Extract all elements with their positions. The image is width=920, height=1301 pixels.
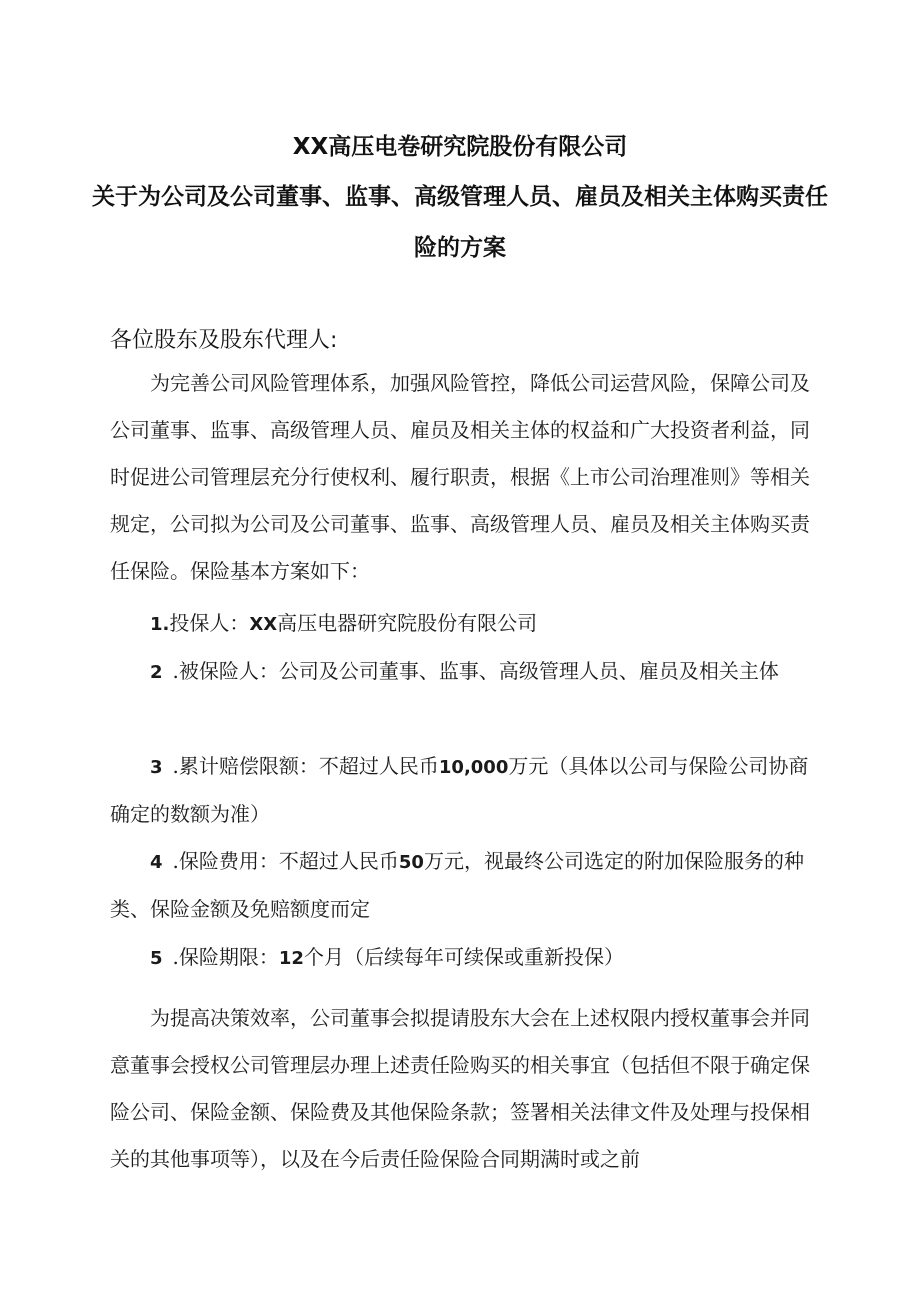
item-policyholder bbox=[110, 600, 810, 648]
salutation: 各位股东及股东代理人: bbox=[110, 328, 338, 353]
company-title: XX高压电卷研究院股份有限公司 bbox=[292, 134, 628, 160]
intro-paragraph: 为完善公司风险管理体系，加强风险管控，降低公司运营风险，保障公司及公司董事、监事、高级管理人员、雇员及相关主体的权益和广大投资者利益，同时促进公司管理层充分行使权利、履行职责，根据《上市公司治理准则》等相关规定，公司拟为公司及公司董事、监事、高级管理人员、雇员及相关主体购买责任保险。保险基本方案如下： bbox=[110, 371, 810, 583]
proposal-title-line2: 险的方案 bbox=[414, 235, 506, 261]
item-number: 2 bbox=[150, 662, 163, 683]
item-amount: 50 bbox=[398, 852, 424, 873]
item-after: 个月（后续每年可续保或重新投保） bbox=[303, 945, 624, 969]
authorization-paragraph: 为提高决策效率，公司董事会拟提请股东大会在上述权限内授权董事会并同意董事会授权公司管理层办理上述责任险购买的相关事宜（包括但不限于确定保险公司、保险金额、保险费及其他保险条款；签署相关法律文件及处理与投保相关的其他事项等），以及在今后责任险保险合同期满时或之前 bbox=[110, 1006, 810, 1171]
proposal-title-line1: 关于为公司及公司董事、监事、高级管理人员、雇员及相关主体购买责任 bbox=[92, 184, 828, 210]
item-text: 公司及公司董事、监事、高级管理人员、雇员及相关主体 bbox=[278, 659, 779, 683]
item-text: 不超过人民币 bbox=[278, 849, 399, 873]
item-label: .保险费用： bbox=[172, 849, 279, 873]
item-number: 4 bbox=[150, 852, 163, 873]
item-after: 万元（具体以公司与保险公司协商确定的数额为准） bbox=[110, 754, 809, 826]
item-amount: 12 bbox=[278, 948, 304, 969]
item-number: 5 bbox=[150, 948, 163, 969]
item-label: .被保险人： bbox=[172, 659, 279, 683]
item-label: .累计赔偿限额： bbox=[172, 754, 319, 778]
item-after: 万元，视最终公司选定的附加保险服务的种类、保险金额及免赔额度而定 bbox=[110, 849, 804, 921]
item-text: 不超过人民币 bbox=[318, 754, 439, 778]
item-label: 投保人： bbox=[169, 611, 250, 635]
item-insured bbox=[110, 648, 810, 696]
item-term bbox=[110, 934, 810, 982]
item-number: 3 bbox=[150, 757, 163, 778]
item-number: 1. bbox=[150, 614, 170, 635]
item-text: 高压电器研究院股份有限公司 bbox=[277, 611, 538, 635]
item-bold: XX bbox=[249, 614, 278, 635]
item-label: .保险期限： bbox=[172, 945, 279, 969]
item-limit bbox=[110, 743, 810, 838]
item-amount: 10,000 bbox=[438, 757, 509, 778]
item-premium bbox=[110, 838, 810, 933]
